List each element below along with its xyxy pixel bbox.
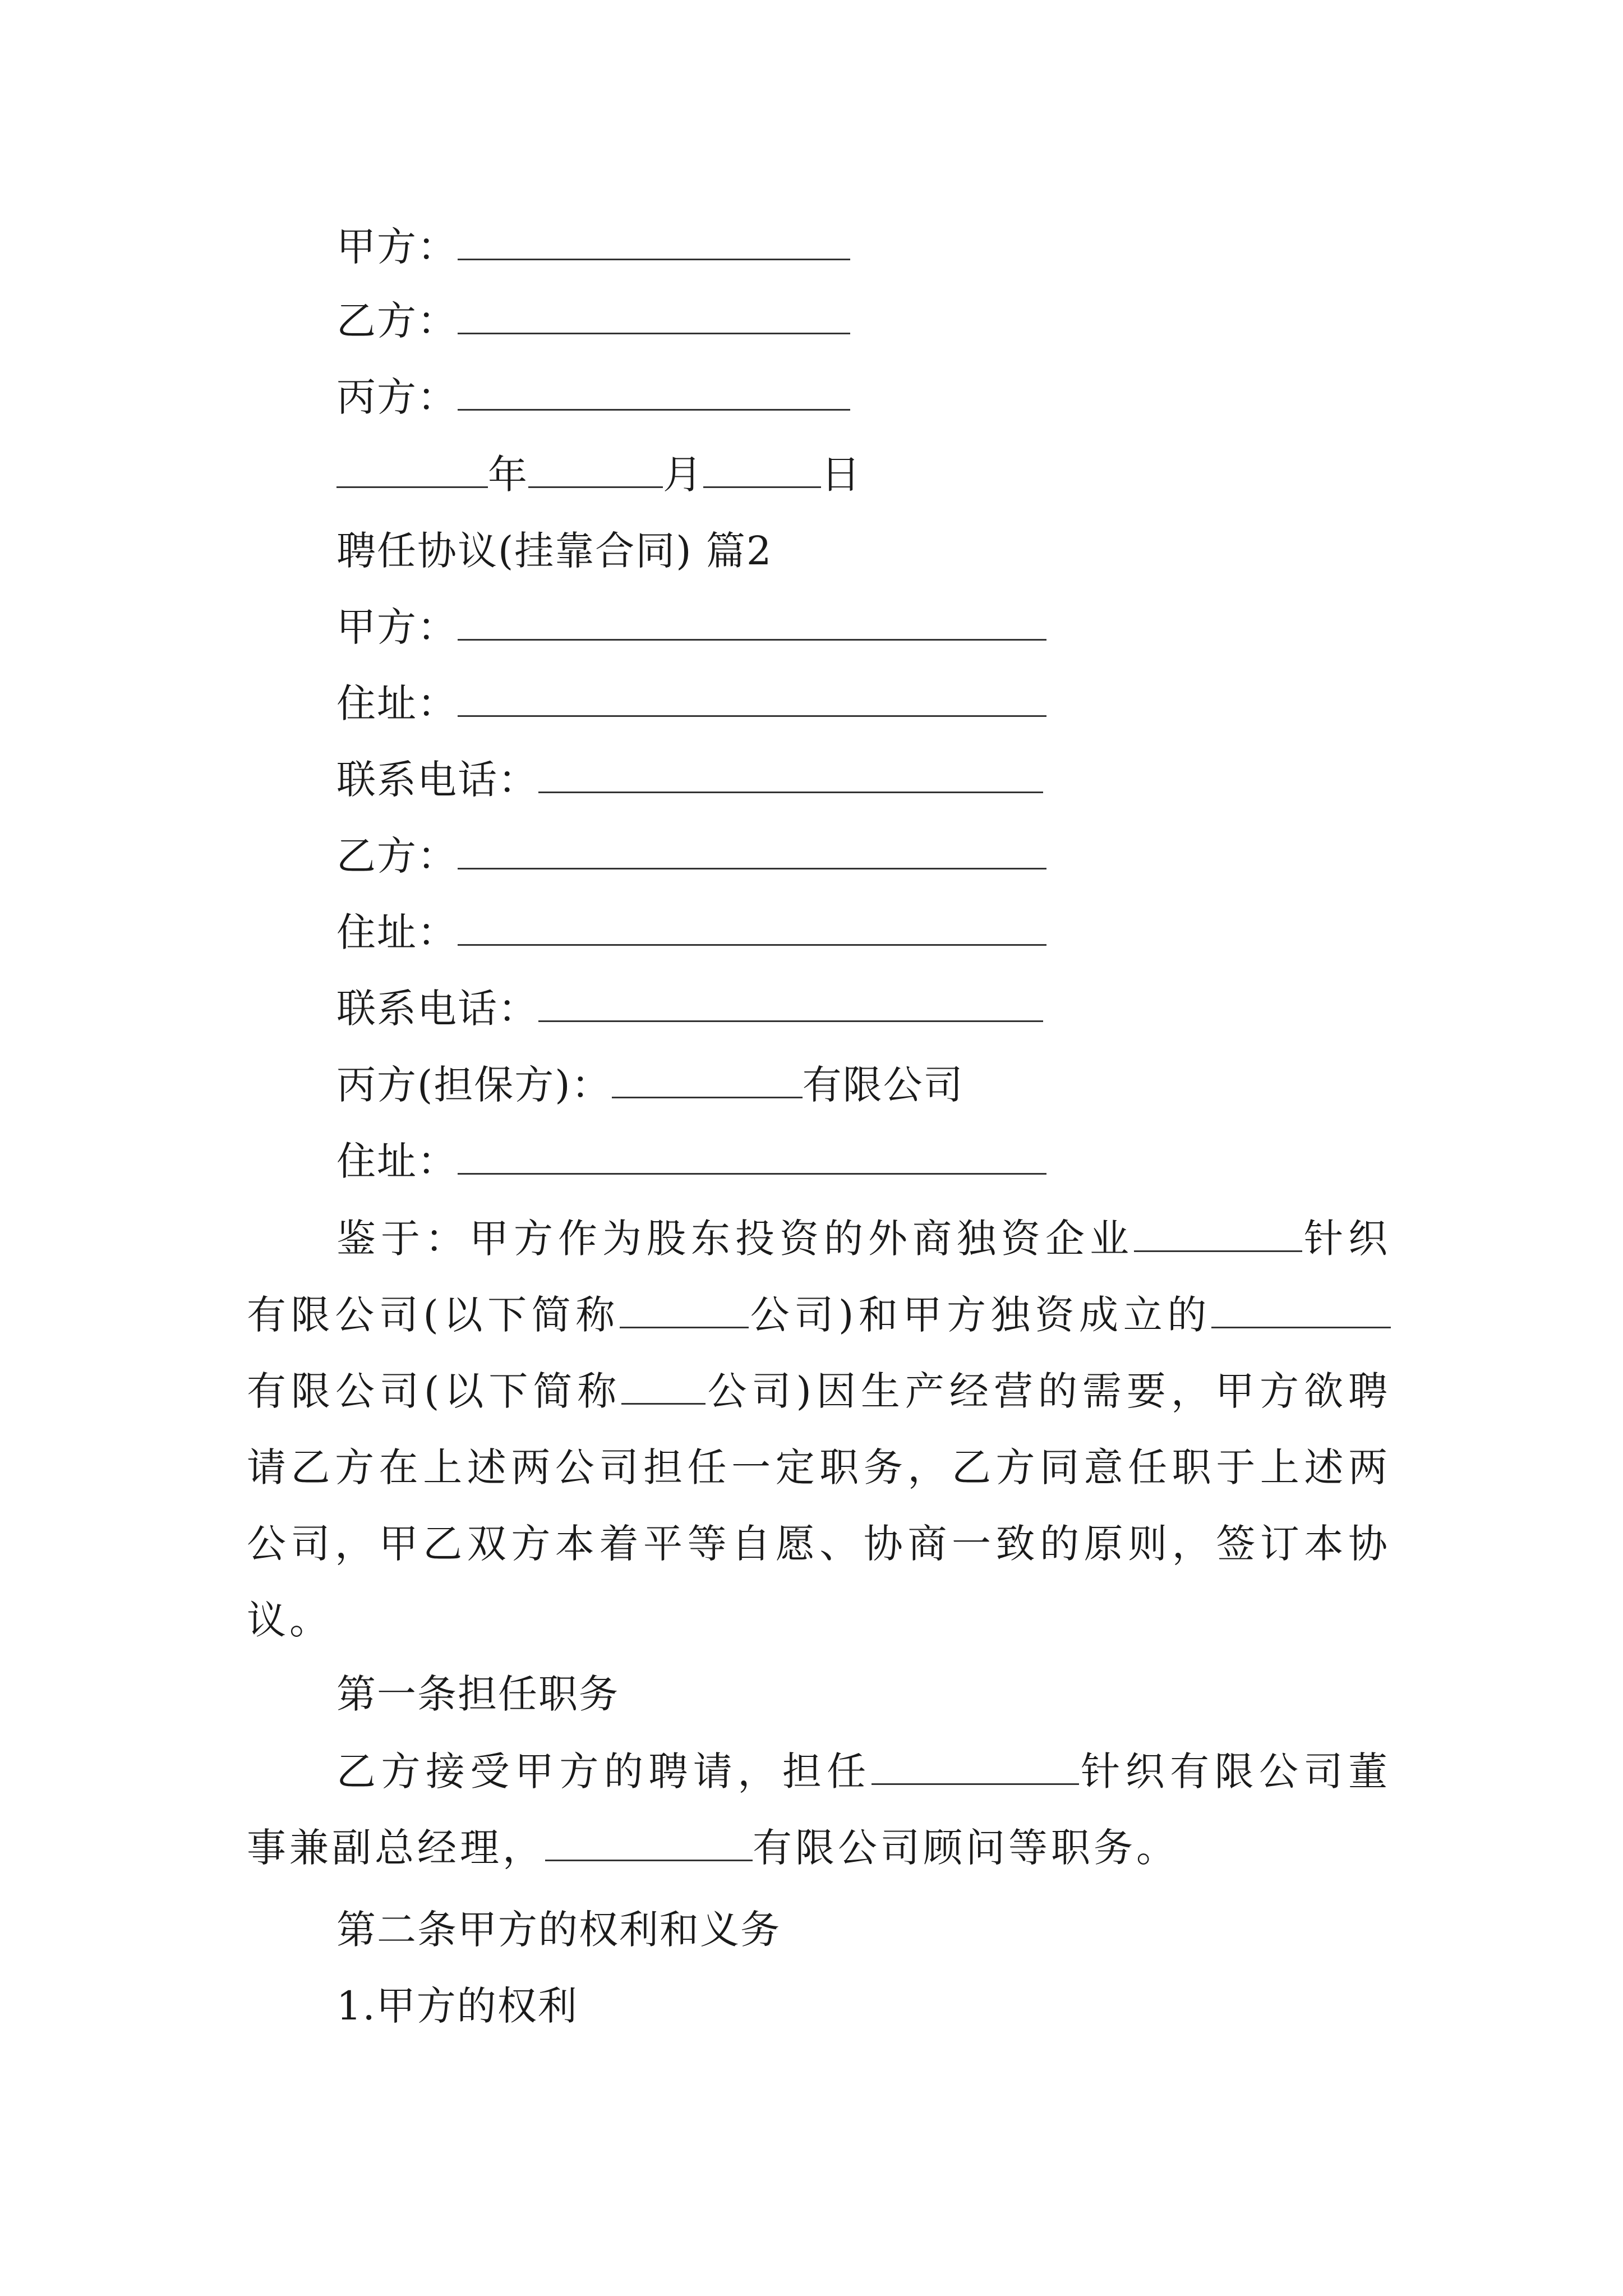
party-b-line: [336, 834, 1046, 878]
party-a-line: [336, 605, 1046, 650]
party-c-address-line: [336, 1139, 1046, 1184]
party-c-suffix: 有限公司: [802, 1062, 964, 1108]
article-2-item-1: 1.甲方的权利: [336, 1983, 578, 2029]
date-day-blank[interactable]: [703, 454, 821, 488]
party-a-label: 甲方：: [336, 604, 458, 650]
recital-part-2: 针织有限公司(以下简称: [247, 1216, 1391, 1338]
signature-party-a-blank[interactable]: [458, 226, 850, 260]
party-b-address-label: 住址：: [336, 909, 458, 955]
signature-date: [336, 452, 861, 497]
party-a-blank[interactable]: [458, 606, 1046, 641]
recital-part-4: 有限公司(以下简称: [247, 1368, 622, 1414]
party-a-phone-line: [336, 757, 1043, 802]
party-b-blank[interactable]: [458, 835, 1046, 869]
date-month-blank[interactable]: [528, 454, 663, 488]
recital-blank-3[interactable]: [1211, 1295, 1391, 1328]
signature-party-b-label: 乙方：: [336, 298, 458, 344]
party-c-label: 丙方(担保方)：: [336, 1062, 612, 1108]
recital-blank-4[interactable]: [621, 1372, 706, 1405]
party-a-phone-blank[interactable]: [538, 759, 1043, 793]
signature-party-c-label: 丙方：: [336, 374, 458, 420]
party-b-phone-blank[interactable]: [538, 988, 1043, 1022]
party-c-blank[interactable]: [612, 1064, 803, 1098]
signature-party-b: [336, 298, 850, 343]
party-c-address-blank[interactable]: [458, 1140, 1046, 1175]
article-1-title: 第一条担任职务: [336, 1671, 619, 1717]
party-b-phone-line: [336, 986, 1043, 1031]
party-a-address-line: [336, 681, 1046, 726]
party-b-address-line: [336, 910, 1046, 955]
article-1-part-2: 针织有限公司董事兼副总经理，: [247, 1749, 1391, 1871]
article-1-blank-2[interactable]: [545, 1828, 753, 1861]
party-c-address-label: 住址：: [336, 1138, 458, 1184]
signature-party-b-blank[interactable]: [458, 300, 850, 334]
party-c-line: [336, 1062, 964, 1107]
signature-party-c: [336, 375, 850, 420]
recital-part-3: 公司)和甲方独资成立的: [749, 1292, 1211, 1338]
party-a-address-blank[interactable]: [458, 683, 1046, 717]
party-a-address-label: 住址：: [336, 680, 458, 726]
date-month-label: 月: [663, 452, 703, 498]
signature-party-c-blank[interactable]: [458, 376, 850, 411]
date-year-label: 年: [488, 452, 528, 498]
article-1-blank-1[interactable]: [872, 1752, 1079, 1785]
party-b-label: 乙方：: [336, 833, 458, 879]
party-b-address-blank[interactable]: [458, 912, 1046, 946]
recital-part-1: 鉴于：甲方作为股东投资的外商独资企业: [336, 1216, 1134, 1262]
section-title: 聘任协议(挂靠合同) 篇2: [336, 528, 773, 574]
signature-party-a: [336, 224, 850, 269]
article-1-part-3: 有限公司顾问等职务。: [753, 1825, 1179, 1871]
article-2-title: 第二条甲方的权利和义务: [336, 1907, 781, 1953]
article-1-part-1: 乙方接受甲方的聘请，担任: [336, 1749, 872, 1795]
party-b-phone-label: 联系电话：: [336, 986, 538, 1032]
party-a-phone-label: 联系电话：: [336, 757, 538, 803]
recital-paragraph: [247, 1200, 1391, 1658]
recital-blank-2[interactable]: [620, 1295, 749, 1328]
date-day-label: 日: [821, 452, 861, 498]
recital-blank-1[interactable]: [1134, 1219, 1302, 1252]
signature-party-a-label: 甲方：: [336, 224, 458, 270]
date-year-blank[interactable]: [336, 454, 488, 488]
recital-part-5: 公司)因生产经营的需要，甲方欲聘请乙方在上述两公司担任一定职务，乙方同意任职于上述两公司，甲乙双方本着平等自愿、协商一致的原则，签订本协议。: [247, 1368, 1391, 1643]
article-1-paragraph: [247, 1733, 1391, 1886]
